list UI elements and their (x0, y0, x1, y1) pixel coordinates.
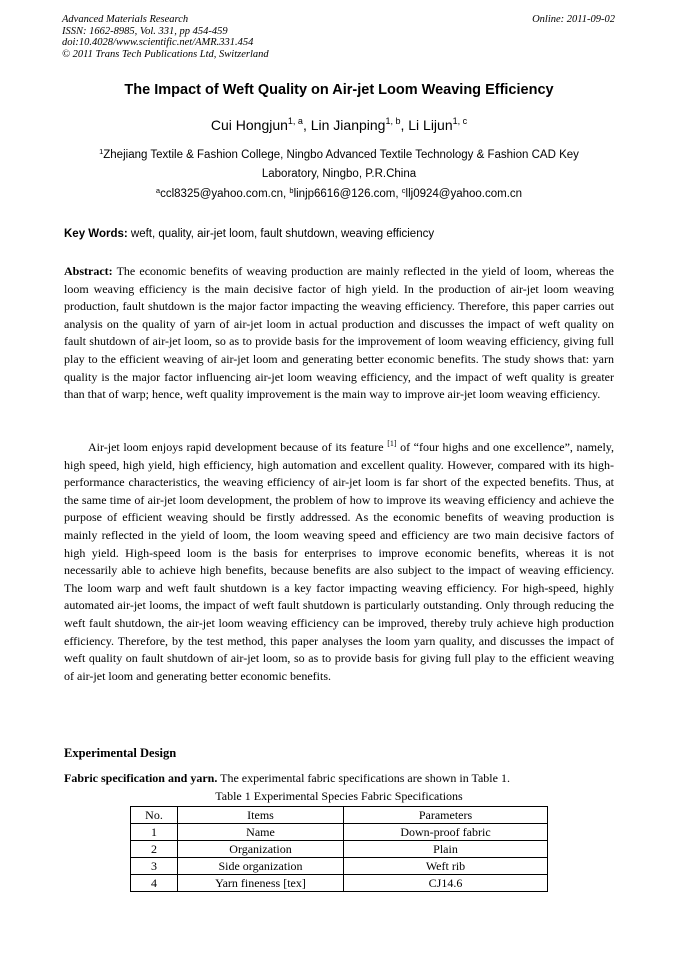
fabric-spec-text: The experimental fabric specifications are shown in Table 1. (220, 771, 510, 785)
abstract-text: The economic benefits of weaving production are mainly reflected in the yield of loom, whereas the loom weaving efficiency is the main decisive factor of high yield. In the production of air-jet loom weaving production, fault shutdown is the major factor impacting the weaving efficiency. Therefore, this paper carries out analysis on the quality of yarn of air-jet loom in actual production and discusses the impact of weft quality on fault shutdown of air-jet loom, so as to provide basis for the improvement of loom weaving efficiency, giving full play to the efficient weaving of air-jet loom and generating better economic benefits. The study shows that: yarn quality is the major factor influencing air-jet loom weaving efficiency, and the impact of weft quality is greater than that of warp; hence, weft quality improvement is the main way to improve air-jet loom weaving efficiency. (64, 264, 614, 402)
paper-title: The Impact of Weft Quality on Air-jet Loom Weaving Efficiency (124, 82, 554, 98)
table-header-cell: No. (131, 807, 178, 824)
table-row (131, 875, 548, 892)
table-cell: Organization (178, 841, 344, 858)
journal-name: Advanced Materials Research (62, 14, 189, 25)
email-address: ccl8325@yahoo.com.cn (160, 188, 283, 200)
introduction-paragraph (64, 439, 614, 685)
table-cell: Down-proof fabric (344, 824, 548, 841)
affiliation-mark: 1 (99, 147, 104, 156)
affiliation-text: Zhejiang Textile & Fashion College, Ningbo Advanced Textile Technology & Fashion CAD Key Laboratory, Ningbo, P.R.China (103, 149, 579, 180)
table-row (131, 858, 548, 875)
table-cell: Plain (344, 841, 548, 858)
keywords-text: weft, quality, air-jet loom, fault shutdown, weaving efficiency (130, 228, 435, 240)
email-list: $^a$ccl8325@yahoo.com.cn, $^b$linjp6616@126.com, $^c$llj0924@yahoo.com.cn (155, 186, 523, 200)
email-mark: a (155, 186, 161, 195)
email-address: linjp6616@126.com (293, 188, 396, 200)
table-caption: Table 1 Experimental Species Fabric Specifications (215, 789, 463, 803)
table-row (131, 824, 548, 841)
abstract (64, 263, 614, 404)
fabric-spec-table (130, 806, 548, 892)
section-heading: Experimental Design (64, 746, 177, 760)
table-cell: Side organization (178, 858, 344, 875)
author-name: Cui Hongjun (210, 117, 288, 133)
table-row (131, 841, 548, 858)
intro-text-start: Air-jet loom enjoys rapid development because of its feature (88, 440, 384, 454)
journal-header (62, 14, 269, 60)
doi-line: doi:10.4028/www.scientific.net/AMR.331.454 (62, 37, 254, 49)
author-affiliation-mark: 1, b (385, 116, 401, 126)
table-cell: Name (178, 824, 344, 841)
author-name: Lin Jianping (310, 117, 386, 133)
fabric-spec-label: Fabric specification and yarn. (64, 771, 218, 785)
table-header-cell: Items (178, 807, 344, 824)
table-cell: Yarn fineness [tex] (178, 875, 344, 892)
online-date: Online: 2011-09-02 (532, 14, 615, 25)
intro-text-rest: of “four highs and one excellence”, namely, high speed, high yield, high efficiency, high automation and excellent quality. However, compared with its high-performance characteristics, the weaving efficiency of air-jet loom is far short of the expected benefits. Thus, at the same time of air-jet loom development, the problem of how to improve its weaving efficiency and achieve the purpose of efficient weaving should be firstly addressed. As the economic benefits of weaving production is mainly reflected in the yield of loom, the loom weaving speed and efficiency are two main decisive factors of high yield. High-speed loom is the basis for enterprises to improve economic benefits, whereas it is not necessarily able to achieve high benefits, because benefits are also subject to the impact of weaving efficiency. The loom warp and weft fault shutdown is a key factor impacting weaving efficiency. For high-speed, highly automated air-jet looms, the impact of weft fault shutdown is particularly outstanding. Only through reducing the weft fault shutdown, the air-jet loom weaving efficiency can be improved, thereby truly achieve high production efficiency. Therefore, by the test method, this paper analyses the loom yarn quality, and discusses the impact of weft quality on fault shutdown of air-jet loom, so as to provide basis for giving full play to the efficient weaving of air-jet loom and generating better economic benefits. (64, 440, 615, 683)
table-cell: 1 (131, 824, 178, 841)
table-cell: 3 (131, 858, 178, 875)
table-cell: CJ14.6 (344, 875, 548, 892)
author-list: Cui Hongjun$^{1, a}$, Lin Jianping$^{1, b}$, Li Lijun$^{1, c}$ (210, 116, 468, 133)
keywords-label: Key Words: (64, 228, 128, 240)
table-header-row (131, 807, 548, 824)
table-cell: 2 (131, 841, 178, 858)
fabric-spec-paragraph (64, 771, 624, 786)
affiliation (70, 146, 608, 184)
issn-line: ISSN: 1662-8985, Vol. 331, pp 454-459 (62, 25, 228, 37)
email-address: llj0924@yahoo.com.cn (405, 188, 523, 200)
table-cell: 4 (131, 875, 178, 892)
table-cell: Weft rib (344, 858, 548, 875)
email-mark: c (401, 186, 406, 195)
citation-ref: [1] (387, 439, 397, 448)
keywords (64, 228, 616, 240)
email-mark: b (289, 186, 294, 195)
author-affiliation-mark: 1, a (287, 116, 303, 126)
table-header-cell: Parameters (344, 807, 548, 824)
copyright-line: © 2011 Trans Tech Publications Ltd, Switzerland (62, 48, 269, 60)
author-affiliation-mark: 1, c (452, 116, 468, 126)
abstract-label: Abstract: (64, 264, 113, 278)
author-name: Li Lijun (408, 117, 453, 133)
